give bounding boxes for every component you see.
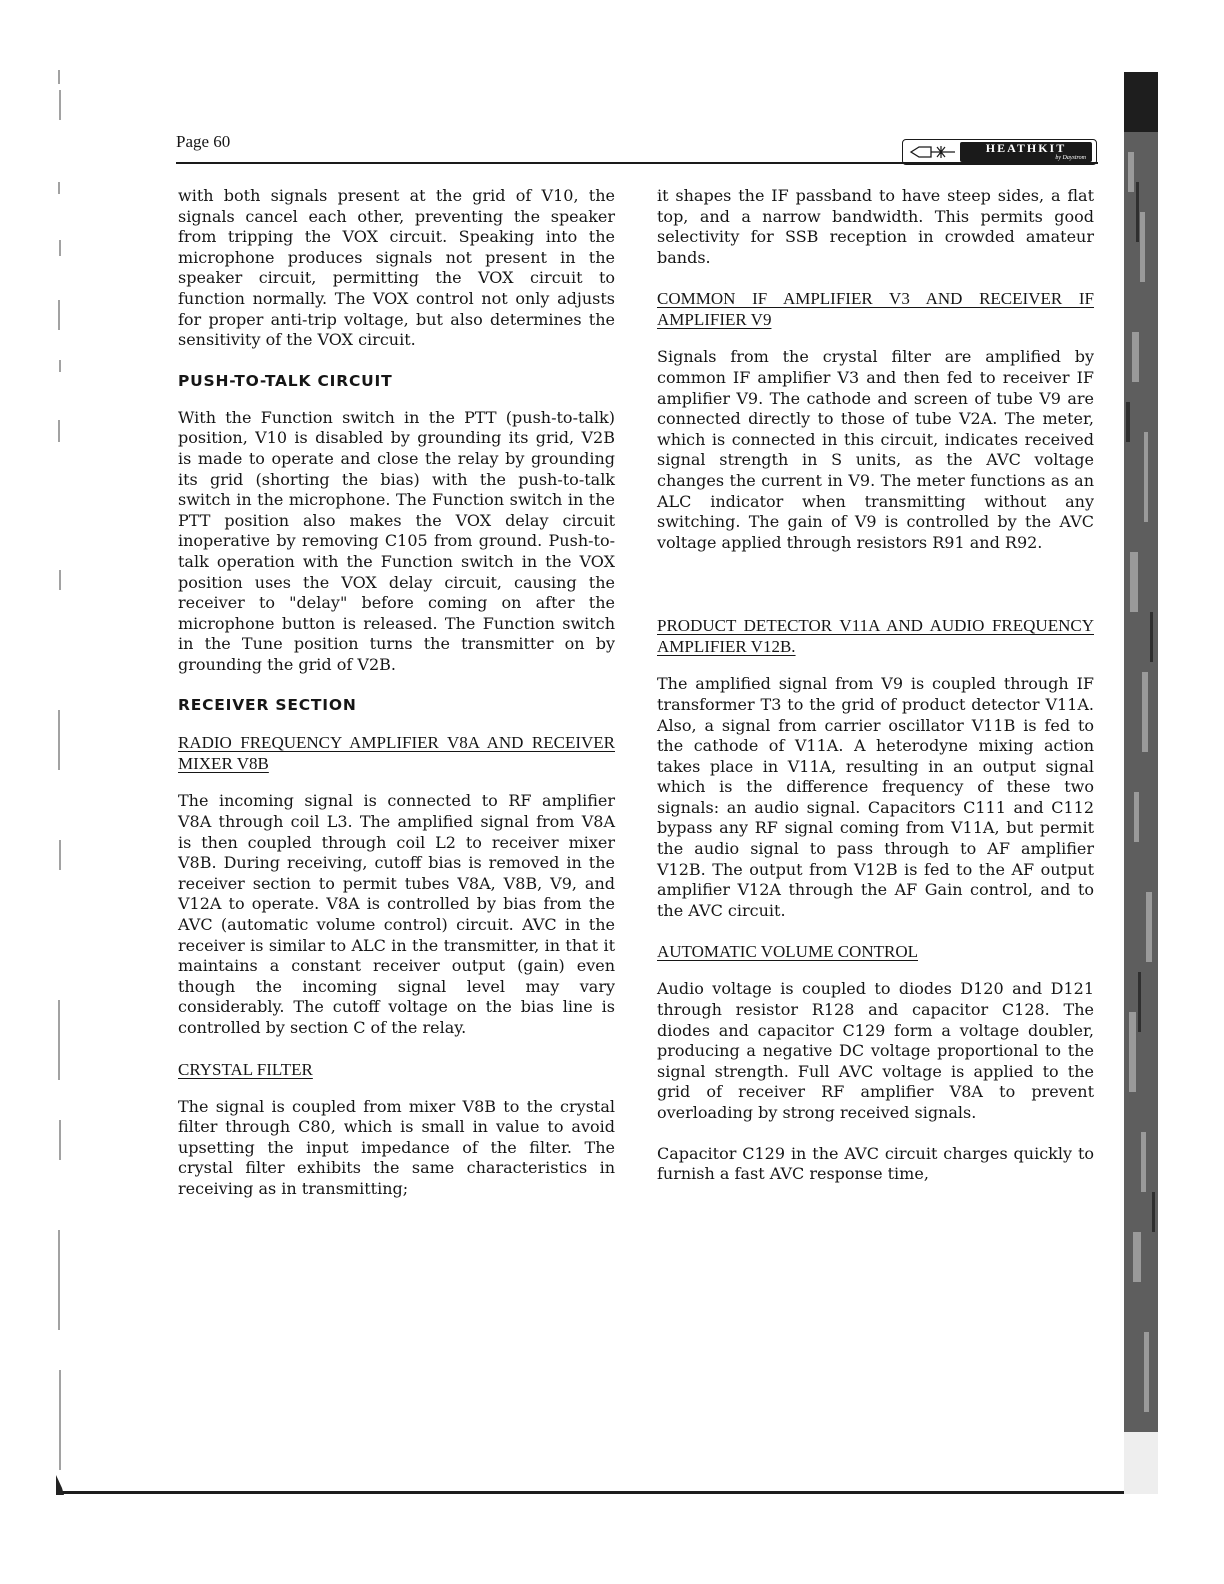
- left-margin-marks: [56, 70, 64, 1495]
- paragraph-product-detector: The amplified signal from V9 is coupled through IF transformer T3 to the grid of product detector V11A. Also, a signal from carrier oscillator V11B is fed to the cathode of V11A. A heterodyne mixing action takes place in V11A, resulting in an output signal which is the difference frequency of these two signals: an audio signal. Capacitors C111 and C112 bypass any RF signal coming from V11A, but permit the audio signal to pass through to AF amplifier V12B. The output from V12B is fed to the AF output amplifier V12A through the AF Gain control, and to the AVC circuit.: [657, 674, 1094, 920]
- heading-automatic-volume-control: AUTOMATIC VOLUME CONTROL: [657, 942, 918, 962]
- left-column: [178, 186, 615, 1220]
- logo-emblem-icon: [909, 144, 957, 160]
- heading-rf-amplifier: RADIO FREQUENCY AMPLIFIER V8A AND RECEIVER MIXER V8B: [178, 733, 615, 774]
- logo-plate: [960, 142, 1092, 162]
- page-edge-texture: [1124, 72, 1158, 1494]
- paragraph-avc-charge: Capacitor C129 in the AVC circuit charges quickly to furnish a fast AVC response time,: [657, 1143, 1094, 1184]
- paragraph-common-if-amplifier: Signals from the crystal filter are amplified by common IF amplifier V3 and then fed to receiver IF amplifier V9. The cathode and screen of tube V9 are connected directly to those of tube V2A. The meter, which is connected in this circuit, indicates received signal strength in S units, as the AVC voltage changes the current in V9. The meter functions as an ALC indicator when transmitting without any switching. The gain of V9 is controlled by the AVC voltage applied through resistors R91 and R92.: [657, 347, 1094, 552]
- paragraph-push-to-talk: With the Function switch in the PTT (push-to-talk) position, V10 is disabled by grounding its grid, V2B is made to operate and close the relay by grounding its grid (shorting the bias) with the push-to-talk switch in the microphone. The Function switch in the PTT position also makes the VOX delay circuit inoperative by removing C105 from ground. Push-to-talk operation with the Function switch in the VOX position uses the VOX delay circuit, causing the receiver to "delay" before coming on after the microphone button is released. The Function switch in the Tune position turns the transmitter on by grounding the grid of V2B.: [178, 407, 615, 674]
- header-rule: [176, 162, 1098, 164]
- right-column: [657, 186, 1094, 1205]
- bottom-rule: [60, 1491, 1158, 1494]
- paragraph-vox-cancel: with both signals present at the grid of V10, the signals cancel each other, preventing the speaker from tripping the VOX circuit. Speaking into the microphone produces signals not present in the speaker circuit, permitting the VOX circuit to function normally. The VOX control not only adjusts for proper anti-trip voltage, but also determines the sensitivity of the VOX circuit.: [178, 186, 615, 350]
- heading-crystal-filter: CRYSTAL FILTER: [178, 1059, 313, 1079]
- heading-receiver-section: RECEIVER SECTION: [178, 696, 357, 715]
- page-number: Page 60: [176, 132, 231, 151]
- paragraph-rf-amplifier: The incoming signal is connected to RF amplifier V8A through coil L3. The amplified signal from V8A is then coupled through coil L2 to receiver mixer V8B. During receiving, cutoff bias is removed in the receiver section to permit tubes V8A, V8B, V9, and V12A to operate. V8A is controlled by bias from the AVC (automatic volume control) circuit. AVC in the receiver is similar to ALC in the transmitter, in that it maintains a constant receiver output (gain) even though the incoming signal level may vary considerably. The cutoff voltage on the bias line is controlled by section C of the relay.: [178, 791, 615, 1037]
- heading-push-to-talk: PUSH-TO-TALK CIRCUIT: [178, 371, 393, 390]
- paragraph-crystal-filter: The signal is coupled from mixer V8B to the crystal filter through C80, which is small in value to avoid upsetting the input impedance of the filter. The crystal filter exhibits the same characteristics in receiving as in transmitting;: [178, 1096, 615, 1198]
- paragraph-crystal-filter-continued: it shapes the IF passband to have steep sides, a flat top, and a narrow bandwidth. This permits good selectivity for SSB reception in crowded amateur bands.: [657, 186, 1094, 267]
- logo-brand: HEATHKIT: [985, 141, 1067, 155]
- heading-product-detector: PRODUCT DETECTOR V11A AND AUDIO FREQUENCY AMPLIFIER V12B.: [657, 616, 1094, 657]
- heading-common-if-amplifier: COMMON IF AMPLIFIER V3 AND RECEIVER IF AMPLIFIER V9: [657, 289, 1094, 330]
- scanned-page-edge: [1124, 72, 1158, 1494]
- paragraph-avc-doubler: Audio voltage is coupled to diodes D120 and D121 through resistor R128 and capacitor C128. The diodes and capacitor C129 form a voltage doubler, producing a negative DC voltage proportional to the signal strength. Full AVC voltage is applied to the grid of receiver RF amplifier V8A to prevent overloading by strong received signals.: [657, 979, 1094, 1122]
- logo-byline: by Daystrom: [1055, 155, 1086, 161]
